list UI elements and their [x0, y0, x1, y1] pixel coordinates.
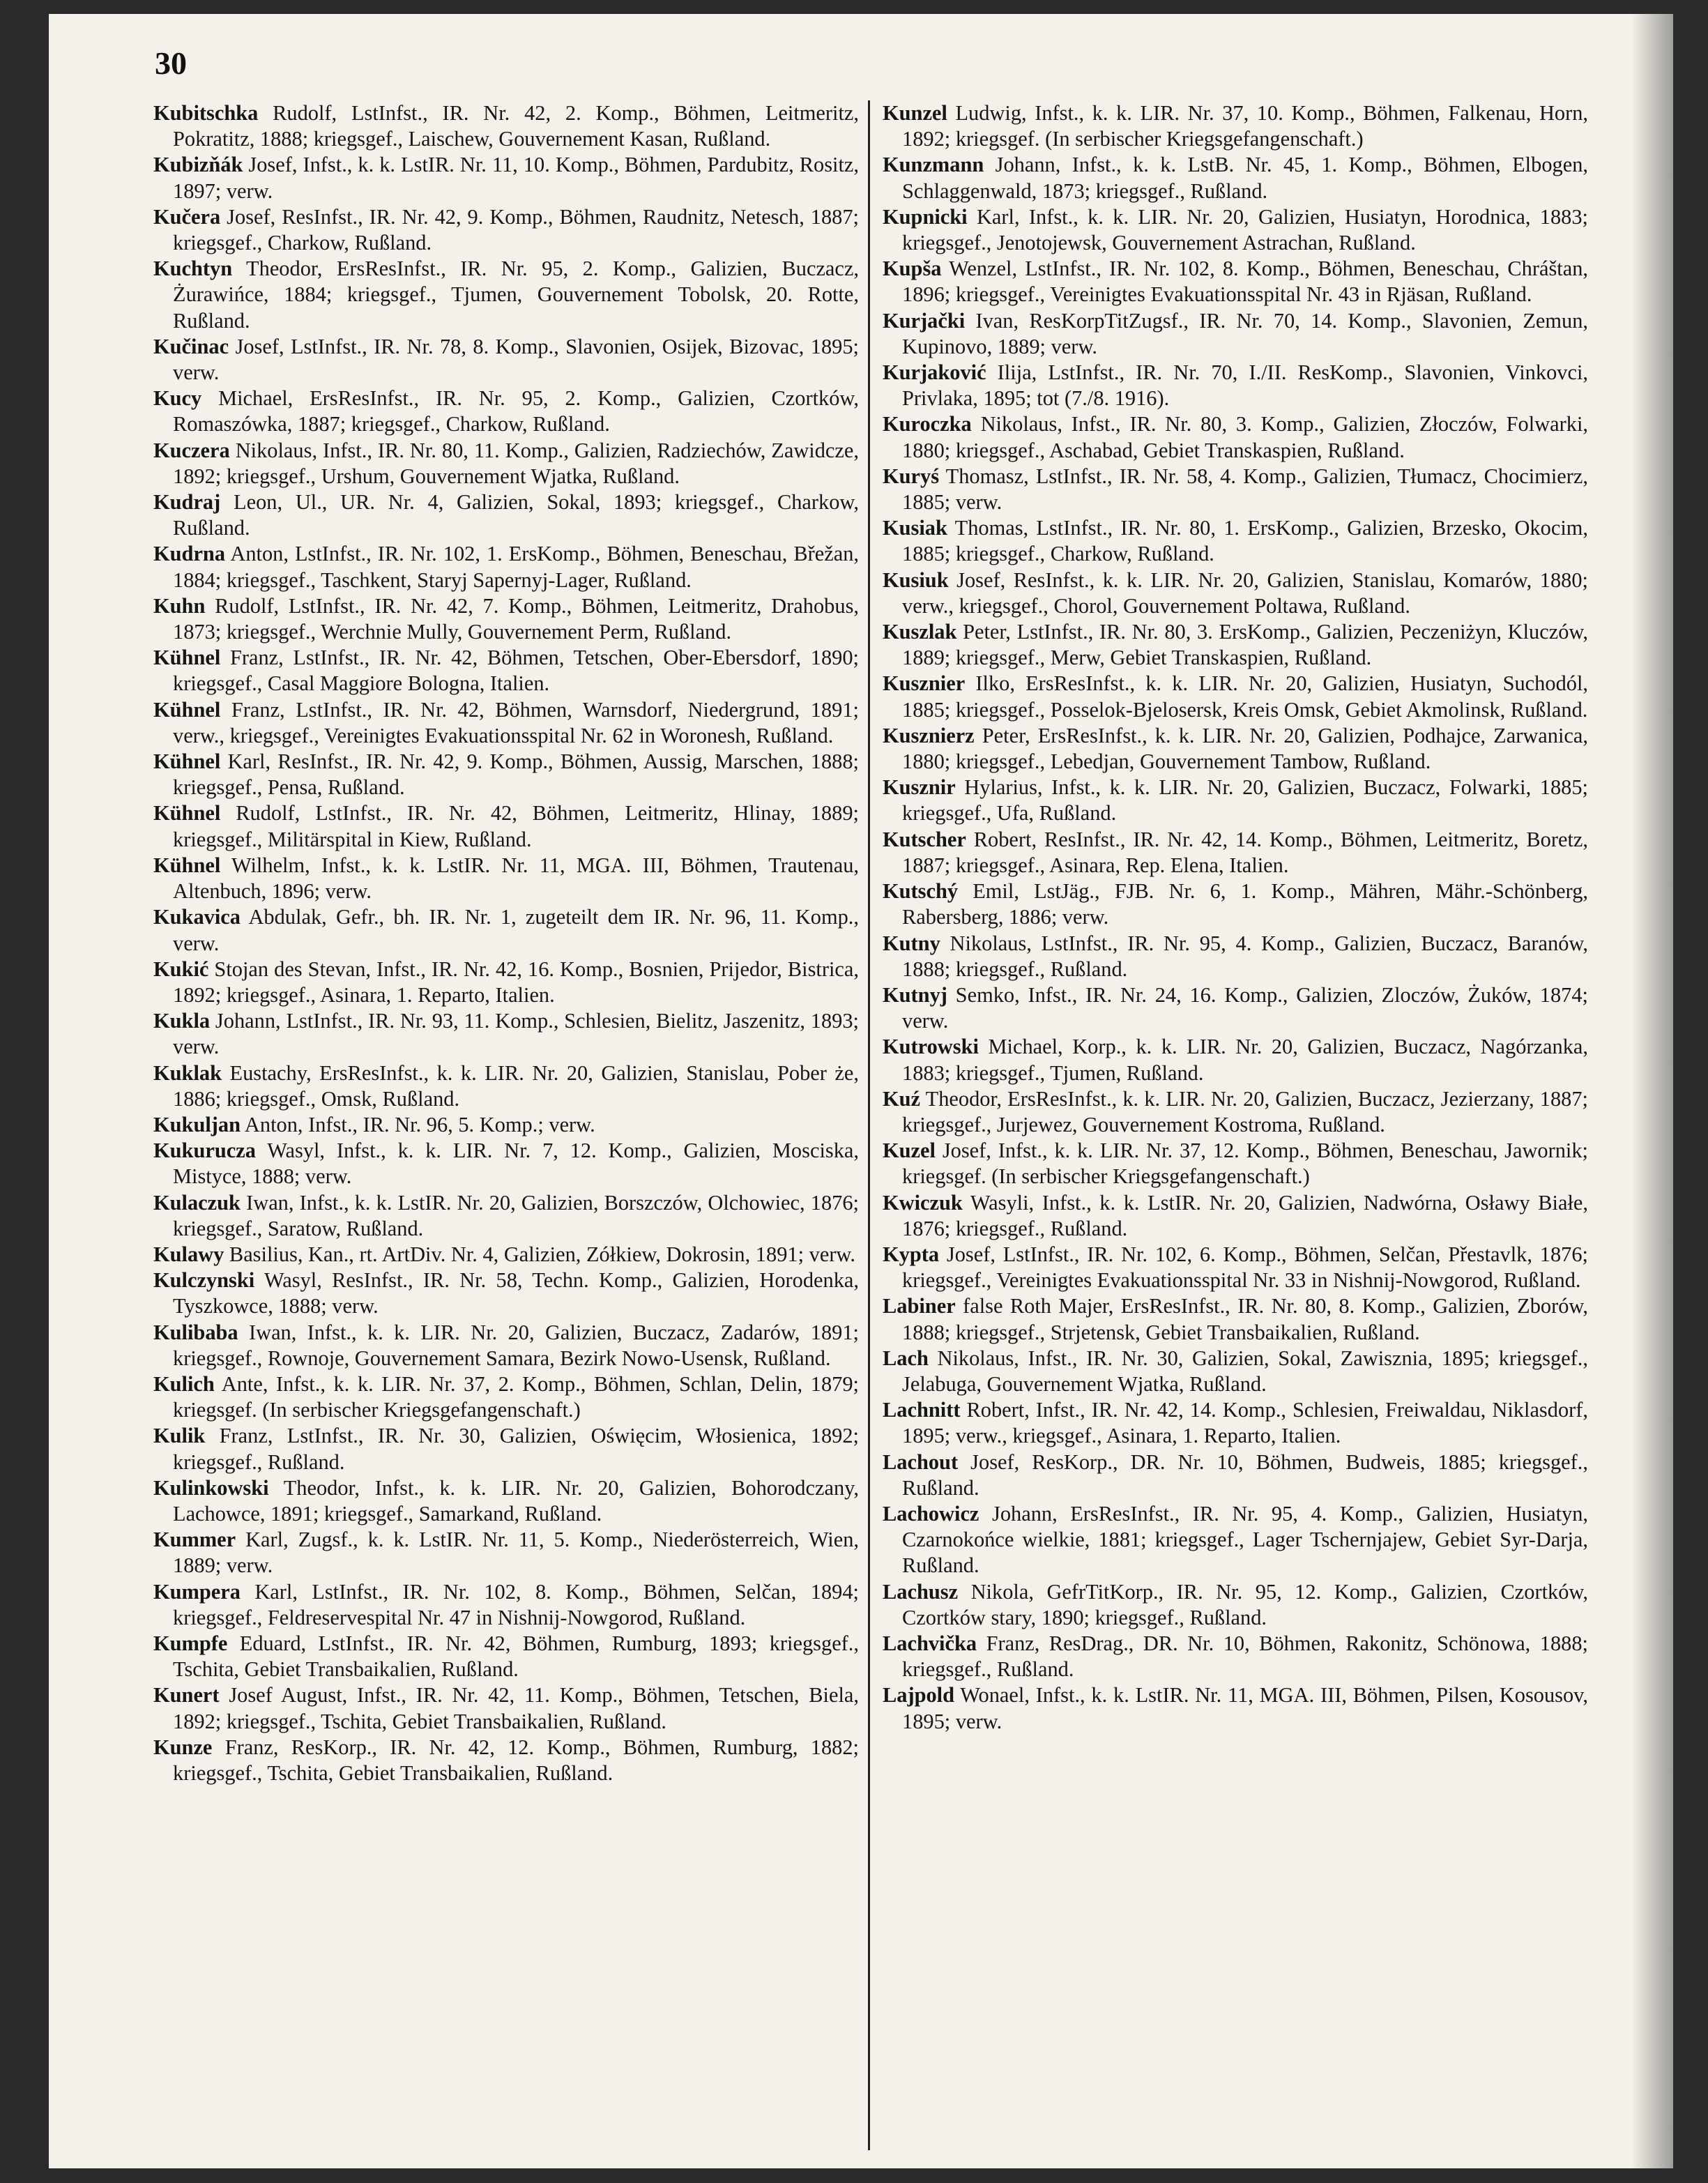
register-entry — [153, 800, 859, 852]
entry-details: Josef, LstInfst., IR. Nr. 102, 6. Komp., Böhmen, Selčan, Přestavlk, 1876; kriegsgef., Vereinigtes Evakuationsspital Nr. 33 in Nishnij-Nowgorod, Rußland. — [902, 1242, 1588, 1293]
entry-details: Hylarius, Infst., k. k. LIR. Nr. 20, Galizien, Buczacz, Folwarki, 1885; kriegsgef., Ufa, Rußland. — [902, 775, 1588, 826]
register-entry — [153, 1242, 859, 1268]
entry-details: Semko, Infst., IR. Nr. 24, 16. Komp., Galizien, Zloczów, Żuków, 1874; verw. — [902, 982, 1588, 1033]
entry-details: Wasyli, Infst., k. k. LstIR. Nr. 20, Galizien, Nadwórna, Osławy Białe, 1876; kriegsgef., Rußland. — [902, 1190, 1588, 1240]
entry-surname: Kučera — [153, 204, 221, 229]
entry-surname: Kudraj — [153, 490, 221, 515]
entry-details: Josef, Infst., k. k. LstIR. Nr. 11, 10. Komp., Böhmen, Pardubitz, Rositz, 1897; verw. — [173, 153, 859, 203]
entry-surname: Lajpold — [883, 1683, 955, 1707]
register-entry — [153, 100, 859, 152]
entry-details: Ludwig, Infst., k. k. LIR. Nr. 37, 10. Komp., Böhmen, Falkenau, Horn, 1892; kriegsgef. (In serbischer Kriegsgefangenschaft.) — [902, 101, 1588, 151]
entry-details: Wasyl, ResInfst., IR. Nr. 58, Techn. Komp., Galizien, Horodenka, Tyszkowce, 1888; verw. — [173, 1268, 859, 1318]
entry-details: Rudolf, LstInfst., IR. Nr. 42, Böhmen, Leitmeritz, Hlinay, 1889; kriegsgef., Militärspital in Kiew, Rußland. — [173, 801, 859, 851]
register-entry — [883, 1397, 1588, 1449]
entry-details: Thomas, LstInfst., IR. Nr. 80, 1. ErsKomp., Galizien, Brzesko, Okocim, 1885; kriegsgef., Charkow, Rußland. — [902, 516, 1588, 566]
register-entry — [883, 464, 1588, 515]
entry-surname: Lach — [883, 1346, 929, 1370]
entry-surname: Kutschý — [883, 879, 959, 904]
register-entry — [883, 982, 1588, 1034]
register-entry — [153, 1112, 859, 1138]
register-entry — [153, 904, 859, 956]
entry-surname: Kühnel — [153, 750, 221, 774]
entry-details: false Roth Majer, ErsResInfst., IR. Nr. 80, 8. Komp., Galizien, Zborów, 1888; kriegsgef., Strjetensk, Gebiet Transbaikalien, Rußland. — [902, 1294, 1588, 1344]
entry-surname: Kusznir — [883, 775, 956, 800]
entry-details: Robert, Infst., IR. Nr. 42, 14. Komp., Schlesien, Freiwaldau, Niklasdorf, 1895; verw., kriegsgef., Asinara, 1. Reparto, Italien. — [902, 1398, 1588, 1448]
register-entry — [883, 1501, 1588, 1579]
register-entry — [153, 1138, 859, 1189]
entry-details: Leon, Ul., UR. Nr. 4, Galizien, Sokal, 1893; kriegsgef., Charkow, Rußland. — [173, 490, 859, 540]
entry-details: Johann, ErsResInfst., IR. Nr. 95, 4. Komp., Galizien, Husiatyn, Czarnokońce wielkie, 1881; kriegsgef., Lager Tschernjajew, Gebiet Syr-Darja, Rußland. — [902, 1501, 1588, 1578]
register-entry — [883, 1631, 1588, 1682]
entry-surname: Kukavica — [153, 905, 241, 929]
entry-details: Josef August, Infst., IR. Nr. 42, 11. Komp., Böhmen, Tetschen, Biela, 1892; kriegsgef., Tschita, Gebiet Transbaikalien, Rußland. — [173, 1683, 859, 1733]
entry-surname: Kubizňák — [153, 153, 243, 177]
entry-surname: Kulik — [153, 1424, 206, 1448]
entry-surname: Labiner — [883, 1294, 956, 1318]
entry-details: Wonael, Infst., k. k. LstIR. Nr. 11, MGA. III, Böhmen, Pilsen, Kosousov, 1895; verw. — [902, 1683, 1588, 1733]
entry-details: Basilius, Kan., rt. ArtDiv. Nr. 4, Galizien, Zółkiew, Dokrosin, 1891; verw. — [224, 1242, 856, 1266]
entry-details: Franz, ResDrag., DR. Nr. 10, Böhmen, Rakonitz, Schönowa, 1888; kriegsgef., Rußland. — [902, 1631, 1588, 1682]
entry-details: Emil, LstJäg., FJB. Nr. 6, 1. Komp., Mähren, Mähr.-Schönberg, Rabersberg, 1886; verw. — [902, 879, 1588, 929]
register-entry — [153, 1579, 859, 1631]
right-column — [883, 100, 1588, 1735]
entry-details: Iwan, Infst., k. k. LIR. Nr. 20, Galizien, Buczacz, Zadarów, 1891; kriegsgef., Rownoje, Gouvernement Samara, Bezirk Nowo-Usensk, Rußland. — [173, 1320, 859, 1370]
entry-surname: Kumpera — [153, 1579, 241, 1604]
entry-surname: Kurjaković — [883, 360, 986, 385]
register-entry — [153, 749, 859, 800]
register-entry — [153, 1320, 859, 1371]
entry-details: Theodor, Infst., k. k. LIR. Nr. 20, Galizien, Bohorodczany, Lachowce, 1891; kriegsgef., Samarkand, Rußland. — [173, 1475, 859, 1526]
entry-surname: Kulibaba — [153, 1320, 238, 1344]
register-entry — [883, 568, 1588, 619]
entry-details: Eduard, LstInfst., IR. Nr. 42, Böhmen, Rumburg, 1893; kriegsgef., Tschita, Gebiet Transbaikalien, Rußland. — [173, 1631, 859, 1682]
entry-surname: Kunert — [153, 1683, 220, 1707]
entry-details: Eustachy, ErsResInfst., k. k. LIR. Nr. 20, Galizien, Stanislau, Pober że, 1886; kriegsgef., Omsk, Rußland. — [173, 1060, 859, 1111]
entry-details: Ilija, LstInfst., IR. Nr. 70, I./II. ResKomp., Slavonien, Vinkovci, Privlaka, 1895; tot (7./8. 1916). — [902, 360, 1588, 411]
register-entry — [153, 1735, 859, 1786]
entry-surname: Kulich — [153, 1371, 215, 1396]
entry-details: Robert, ResInfst., IR. Nr. 42, 14. Komp., Böhmen, Leitmeritz, Boretz, 1887; kriegsgef., Asinara, Rep. Elena, Italien. — [902, 827, 1588, 877]
entry-details: Abdulak, Gefr., bh. IR. Nr. 1, zugeteilt dem IR. Nr. 96, 11. Komp., verw. — [173, 905, 859, 955]
entry-details: Theodor, ErsResInfst., k. k. LIR. Nr. 20, Galizien, Buczacz, Jezierzany, 1887; kriegsgef., Jurjewez, Gouvernement Kostroma, Rußland. — [902, 1086, 1588, 1136]
entry-surname: Kupša — [883, 257, 942, 281]
entry-surname: Kurjački — [883, 308, 966, 333]
left-column — [153, 100, 859, 1786]
register-entry — [883, 671, 1588, 722]
entry-surname: Kučinac — [153, 334, 229, 358]
entry-details: Nikola, GefrTitKorp., IR. Nr. 95, 12. Komp., Galizien, Czortków, Czortków stary, 1890; kriegsgef., Rußland. — [902, 1579, 1588, 1629]
entry-details: Josef, ResInfst., IR. Nr. 42, 9. Komp., Böhmen, Raudnitz, Netesch, 1887; kriegsgef., Charkow, Rußland. — [173, 204, 859, 255]
entry-details: Franz, LstInfst., IR. Nr. 42, Böhmen, Tetschen, Ober-Ebersdorf, 1890; kriegsgef., Casal Maggiore Bologna, Italien. — [173, 646, 859, 696]
register-entry — [153, 334, 859, 386]
entry-surname: Kunzmann — [883, 153, 984, 177]
entry-surname: Kuczera — [153, 438, 230, 462]
entry-surname: Lachusz — [883, 1579, 959, 1604]
entry-details: Ivan, ResKorpTitZugsf., IR. Nr. 70, 14. Komp., Slavonien, Zemun, Kupinovo, 1889; verw. — [902, 308, 1588, 358]
entry-surname: Kusiak — [883, 516, 947, 540]
entry-surname: Kudrna — [153, 542, 226, 566]
register-entry — [153, 697, 859, 749]
entry-details: Franz, ResKorp., IR. Nr. 42, 12. Komp., Böhmen, Rumburg, 1882; kriegsgef., Tschita, Gebiet Transbaikalien, Rußland. — [173, 1735, 859, 1785]
entry-details: Wilhelm, Infst., k. k. LstIR. Nr. 11, MGA. III, Böhmen, Trautenau, Altenbuch, 1896; verw. — [173, 853, 859, 904]
entry-details: Stojan des Stevan, Infst., IR. Nr. 42, 16. Komp., Bosnien, Prijedor, Bistrica, 1892; kriegsgef., Asinara, 1. Reparto, Italien. — [173, 957, 859, 1007]
register-entry — [153, 256, 859, 334]
register-entry — [883, 1346, 1588, 1397]
entry-surname: Kulczynski — [153, 1268, 255, 1293]
register-entry — [153, 1475, 859, 1527]
entry-details: Nikolaus, LstInfst., IR. Nr. 95, 4. Komp., Galizien, Buczacz, Baranów, 1888; kriegsgef., Rußland. — [902, 931, 1588, 981]
entry-surname: Kunze — [153, 1735, 213, 1759]
entry-details: Karl, LstInfst., IR. Nr. 102, 8. Komp., Böhmen, Selčan, 1894; kriegsgef., Feldreservespital Nr. 47 in Nishnij-Nowgorod, Rußland. — [173, 1579, 859, 1629]
entry-surname: Kuroczka — [883, 412, 972, 436]
register-entry — [883, 931, 1588, 982]
register-entry — [153, 438, 859, 489]
entry-surname: Kwiczuk — [883, 1190, 963, 1215]
entry-details: Ante, Infst., k. k. LIR. Nr. 37, 2. Komp., Böhmen, Schlan, Delin, 1879; kriegsgef. (In serbischer Kriegsgefangenschaft.) — [173, 1371, 859, 1422]
entry-details: Nikolaus, Infst., IR. Nr. 80, 3. Komp., Galizien, Złoczów, Folwarki, 1880; kriegsgef., Aschabad, Gebiet Transkaspien, Rußland. — [902, 412, 1588, 462]
entry-details: Josef, LstInfst., IR. Nr. 78, 8. Komp., Slavonien, Osijek, Bizovac, 1895; verw. — [173, 334, 859, 385]
entry-surname: Kuhn — [153, 593, 206, 618]
register-entry — [883, 1190, 1588, 1242]
register-entry — [153, 957, 859, 1008]
entry-details: Anton, Infst., IR. Nr. 96, 5. Komp.; verw. — [241, 1112, 595, 1136]
entry-details: Josef, Infst., k. k. LIR. Nr. 37, 12. Komp., Böhmen, Beneschau, Jawornik; kriegsgef. (In serbischer Kriegsgefangenschaft.) — [902, 1139, 1588, 1189]
entry-details: Johann, LstInfst., IR. Nr. 93, 11. Komp., Schlesien, Bielitz, Jaszenitz, 1893; verw. — [173, 1009, 859, 1059]
register-entry — [153, 853, 859, 904]
register-entry — [153, 1371, 859, 1423]
page-number: 30 — [155, 45, 187, 81]
entry-details: Thomasz, LstInfst., IR. Nr. 58, 4. Komp., Galizien, Tłumacz, Chocimierz, 1885; verw. — [902, 464, 1588, 515]
entry-surname: Kühnel — [153, 853, 221, 877]
register-entry — [883, 308, 1588, 360]
entry-details: Nikolaus, Infst., IR. Nr. 30, Galizien, Sokal, Zawisznia, 1895; kriegsgef., Jelabuga, Gouvernement Wjatka, Rußland. — [902, 1346, 1588, 1396]
entry-details: Franz, LstInfst., IR. Nr. 42, Böhmen, Warnsdorf, Niedergrund, 1891; verw., kriegsgef., Vereinigtes Evakuationsspital Nr. 62 in Woronesh, Rußland. — [173, 697, 859, 747]
entry-surname: Kuszlak — [883, 620, 957, 644]
entry-surname: Kummer — [153, 1528, 236, 1552]
entry-surname: Kuź — [883, 1086, 921, 1111]
entry-surname: Lachnitt — [883, 1398, 961, 1422]
entry-surname: Kypta — [883, 1242, 940, 1266]
entry-details: Josef, ResKorp., DR. Nr. 10, Böhmen, Budweis, 1885; kriegsgef., Rußland. — [902, 1450, 1588, 1500]
entry-surname: Lachout — [883, 1450, 959, 1474]
entry-details: Michael, ErsResInfst., IR. Nr. 95, 2. Komp., Galizien, Czortków, Romaszówka, 1887; kriegsgef., Charkow, Rußland. — [173, 386, 859, 436]
register-entry — [153, 152, 859, 204]
entry-surname: Kutrowski — [883, 1035, 979, 1059]
register-entry — [883, 1293, 1588, 1345]
entry-details: Iwan, Infst., k. k. LstIR. Nr. 20, Galizien, Borszczów, Olchowiec, 1876; kriegsgef., Saratow, Rußland. — [173, 1190, 859, 1240]
entry-surname: Kusznierz — [883, 723, 975, 747]
entry-surname: Kulinkowski — [153, 1475, 269, 1500]
register-entry — [883, 204, 1588, 256]
entry-surname: Kühnel — [153, 801, 221, 826]
register-entry — [153, 204, 859, 256]
register-entry — [883, 1579, 1588, 1631]
register-entry — [883, 360, 1588, 411]
register-entry — [883, 256, 1588, 307]
entry-surname: Kukla — [153, 1009, 211, 1033]
entry-details: Franz, LstInfst., IR. Nr. 30, Galizien, Oświęcim, Włosienica, 1892; kriegsgef., Rußland. — [173, 1424, 859, 1474]
register-entry — [883, 619, 1588, 671]
entry-details: Michael, Korp., k. k. LIR. Nr. 20, Galizien, Buczacz, Nagórzanka, 1883; kriegsgef., Tjumen, Rußland. — [902, 1035, 1588, 1085]
entry-surname: Kusiuk — [883, 568, 949, 592]
entry-details: Wasyl, Infst., k. k. LIR. Nr. 7, 12. Komp., Galizien, Mosciska, Mistyce, 1888; verw. — [173, 1139, 859, 1189]
entry-details: Wenzel, LstInfst., IR. Nr. 102, 8. Komp., Böhmen, Beneschau, Chráštan, 1896; kriegsgef., Vereinigtes Evakuationsspital Nr. 43 in Rjäsan, Rußland. — [902, 257, 1588, 307]
register-entry — [883, 152, 1588, 204]
register-entry — [883, 411, 1588, 463]
entry-surname: Kühnel — [153, 646, 221, 670]
entry-surname: Lachvička — [883, 1631, 977, 1655]
entry-surname: Kuchtyn — [153, 257, 233, 281]
entry-surname: Kumpfe — [153, 1631, 228, 1655]
entry-details: Ilko, ErsResInfst., k. k. LIR. Nr. 20, Galizien, Husiatyn, Suchodól, 1885; kriegsgef., Posselok-Bjelosersk, Kreis Omsk, Gebiet Akmolinsk, Rußland. — [902, 671, 1588, 722]
entry-details: Nikolaus, Infst., IR. Nr. 80, 11. Komp., Galizien, Radziechów, Zawidcze, 1892; kriegsgef., Urshum, Gouvernement Wjatka, Rußland. — [173, 438, 859, 488]
entry-details: Rudolf, LstInfst., IR. Nr. 42, 2. Komp., Böhmen, Leitmeritz, Pokratitz, 1888; kriegsgef., Laischew, Gouvernement Kasan, Rußland. — [173, 101, 859, 151]
register-entry — [883, 1682, 1588, 1734]
column-divider — [868, 100, 870, 2150]
document-page — [49, 14, 1673, 2168]
register-entry — [883, 100, 1588, 152]
register-entry — [153, 593, 859, 645]
entry-surname: Kuryś — [883, 464, 940, 488]
entry-surname: Kucy — [153, 386, 202, 411]
entry-surname: Kupnicki — [883, 204, 968, 229]
entry-details: Rudolf, LstInfst., IR. Nr. 42, 7. Komp., Böhmen, Leitmeritz, Drahobus, 1873; kriegsgef., Werchnie Mully, Gouvernement Perm, Rußland. — [173, 593, 859, 644]
register-entry — [153, 1631, 859, 1682]
entry-details: Karl, Infst., k. k. LIR. Nr. 20, Galizien, Husiatyn, Horodnica, 1883; kriegsgef., Jenotojewsk, Gouvernement Astrachan, Rußland. — [902, 204, 1588, 255]
register-entry — [153, 386, 859, 437]
entry-details: Peter, ErsResInfst., k. k. LIR. Nr. 20, Galizien, Podhajce, Zarwanica, 1880; kriegsgef., Lebedjan, Gouvernement Tambow, Rußland. — [902, 723, 1588, 774]
register-entry — [883, 1138, 1588, 1189]
register-entry — [883, 878, 1588, 930]
register-entry — [883, 515, 1588, 567]
entry-surname: Lachowicz — [883, 1501, 979, 1526]
register-entry — [153, 489, 859, 541]
entry-details: Theodor, ErsResInfst., IR. Nr. 95, 2. Komp., Galizien, Buczacz, Żurawińce, 1884; kriegsgef., Tjumen, Gouvernement Tobolsk, 20. Rotte, Rußland. — [173, 257, 859, 333]
entry-surname: Kulawy — [153, 1242, 224, 1266]
entry-surname: Kühnel — [153, 697, 221, 722]
entry-details: Karl, Zugsf., k. k. LstIR. Nr. 11, 5. Komp., Niederösterreich, Wien, 1889; verw. — [173, 1528, 859, 1578]
register-entry — [153, 541, 859, 593]
entry-surname: Kutnyj — [883, 982, 947, 1007]
entry-surname: Kubitschka — [153, 101, 259, 125]
entry-surname: Kutscher — [883, 827, 966, 851]
register-entry — [883, 1450, 1588, 1501]
register-entry — [883, 827, 1588, 878]
register-entry — [883, 723, 1588, 775]
register-entry — [883, 1034, 1588, 1086]
page-edge-shadow — [1631, 14, 1673, 2168]
entry-surname: Kulaczuk — [153, 1190, 241, 1215]
register-entry — [883, 1242, 1588, 1293]
entry-surname: Kuklak — [153, 1060, 222, 1085]
register-entry — [153, 1682, 859, 1734]
entry-details: Josef, ResInfst., k. k. LIR. Nr. 20, Galizien, Stanislau, Komarów, 1880; verw., kriegsgef., Chorol, Gouvernement Poltawa, Rußland. — [902, 568, 1588, 618]
register-entry — [153, 1423, 859, 1475]
register-entry — [153, 1527, 859, 1579]
register-entry — [153, 1060, 859, 1112]
entry-details: Johann, Infst., k. k. LstB. Nr. 45, 1. Komp., Böhmen, Elbogen, Schlaggenwald, 1873; kriegsgef., Rußland. — [902, 153, 1588, 203]
entry-surname: Kutny — [883, 931, 940, 955]
register-entry — [153, 645, 859, 697]
entry-surname: Kukurucza — [153, 1139, 256, 1163]
entry-details: Anton, LstInfst., IR. Nr. 102, 1. ErsKomp., Böhmen, Beneschau, Břežan, 1884; kriegsgef., Taschkent, Staryj Sapernyj-Lager, Rußland. — [173, 542, 859, 592]
entry-surname: Kunzel — [883, 101, 947, 125]
entry-surname: Kuzel — [883, 1139, 936, 1163]
entry-surname: Kukić — [153, 957, 209, 981]
entry-surname: Kukuljan — [153, 1112, 241, 1136]
entry-details: Karl, ResInfst., IR. Nr. 42, 9. Komp., Böhmen, Aussig, Marschen, 1888; kriegsgef., Pensa, Rußland. — [173, 750, 859, 800]
entry-details: Peter, LstInfst., IR. Nr. 80, 3. ErsKomp., Galizien, Peczeniżyn, Kluczów, 1889; kriegsgef., Merw, Gebiet Transkaspien, Rußland. — [902, 620, 1588, 670]
register-entry — [153, 1268, 859, 1319]
register-entry — [153, 1008, 859, 1060]
register-entry — [883, 775, 1588, 826]
entry-surname: Kusznier — [883, 671, 966, 696]
register-entry — [883, 1086, 1588, 1138]
register-entry — [153, 1190, 859, 1242]
